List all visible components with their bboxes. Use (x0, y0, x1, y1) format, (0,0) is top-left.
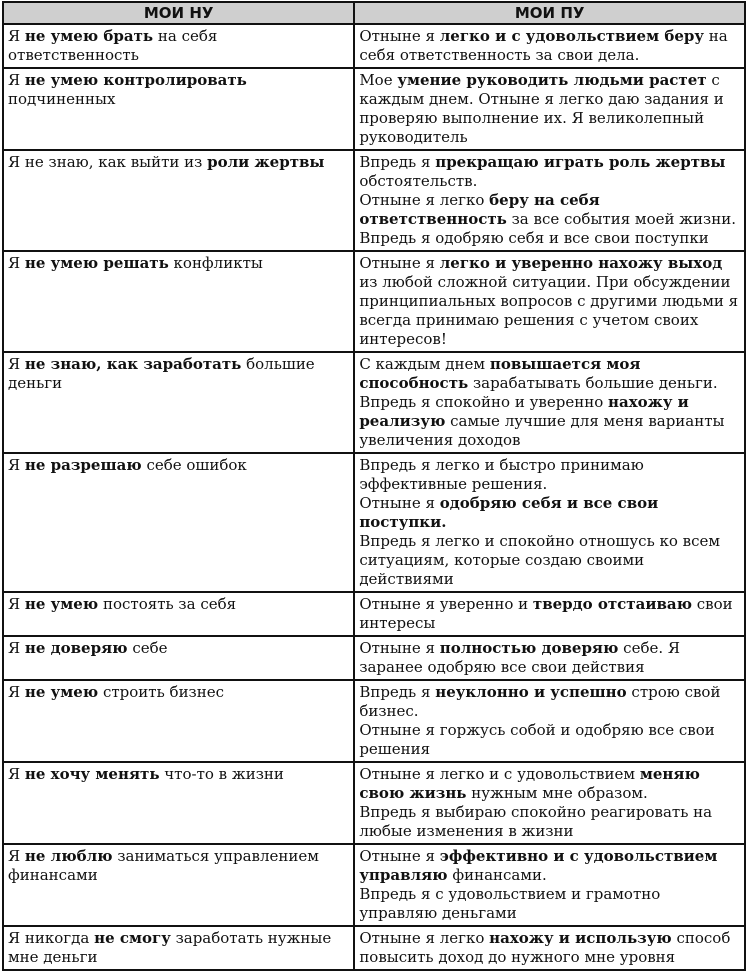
table-row (3, 352, 745, 453)
text-run: обстоятельств. (359, 172, 478, 190)
text-run: Отныне я (359, 254, 440, 272)
table-row (3, 762, 745, 844)
cell-affirmation (354, 592, 745, 636)
table-row (3, 926, 745, 970)
text-run: строю свой бизнес. (359, 683, 721, 720)
text-run: Отныне я легко и с удовольствием (359, 765, 640, 783)
cell-affirmation (354, 680, 745, 762)
text-run: за все события моей жизни. Впредь я одобряю себя и все свои поступки (359, 210, 737, 247)
cell-limiting-belief (3, 150, 354, 251)
affirmation-paragraph (359, 885, 740, 923)
cell-limiting-belief (3, 844, 354, 926)
text-run: финансами. (447, 866, 547, 884)
cell-affirmation (354, 352, 745, 453)
text-run: Отныне я горжусь собой и одобряю все свои решения (359, 721, 715, 758)
affirmation-paragraph (359, 721, 740, 759)
affirmation-paragraph (359, 847, 740, 885)
bold-text: повышается моя способность (359, 355, 641, 392)
bold-text: одобряю себя и все свои поступки. (359, 494, 659, 531)
cell-affirmation (354, 251, 745, 352)
bold-text: нахожу и использую (489, 929, 672, 947)
bold-text: легко и с удовольствием беру (439, 27, 704, 45)
text-run: подчиненных (8, 90, 116, 108)
text-run: Я (8, 456, 25, 474)
cell-affirmation (354, 24, 745, 68)
text-run: Отныне я (359, 27, 440, 45)
header-my-pu: МОИ ПУ (354, 2, 745, 24)
cell-limiting-belief (3, 352, 354, 453)
bold-text: роли жертвы (207, 153, 325, 171)
text-run: заниматься управлением финансами (8, 847, 319, 884)
text-run: Впредь я с удовольствием и грамотно управляю деньгами (359, 885, 661, 922)
bold-text: полностью доверяю (439, 639, 619, 657)
bold-text: нахожу и реализую (359, 393, 689, 430)
bold-text: не разрешаю (24, 456, 142, 474)
text-run: Отныне я (359, 639, 440, 657)
cell-limiting-belief (3, 680, 354, 762)
table-row (3, 592, 745, 636)
affirmation-paragraph (359, 803, 740, 841)
text-run: Я (8, 639, 25, 657)
bold-text: прекращаю играть роль жертвы (435, 153, 726, 171)
text-run: Я (8, 765, 25, 783)
affirmation-paragraph (359, 355, 740, 450)
text-run: Я никогда (8, 929, 95, 947)
cell-affirmation (354, 636, 745, 680)
text-run: Я (8, 847, 25, 865)
header-row (3, 2, 745, 24)
text-run: зарабатывать большие деньги. Впредь я спокойно и уверенно (359, 374, 718, 411)
bold-text: не знаю, как заработать (24, 355, 242, 373)
cell-limiting-belief (3, 926, 354, 970)
cell-affirmation (354, 762, 745, 844)
affirmation-paragraph (359, 765, 740, 803)
bold-text: не хочу менять (24, 765, 160, 783)
text-run: Я не знаю, как выйти из (8, 153, 208, 171)
cell-affirmation (354, 453, 745, 592)
text-run: Я (8, 355, 25, 373)
text-run: большие деньги (8, 355, 315, 392)
bold-text: умение руководить людьми растет (397, 71, 707, 89)
affirmation-paragraph (359, 27, 740, 65)
affirmation-paragraph (359, 683, 740, 721)
cell-affirmation (354, 844, 745, 926)
bold-text: эффективно и с удовольствием управляю (359, 847, 718, 884)
cell-limiting-belief (3, 592, 354, 636)
affirmation-paragraph (359, 639, 740, 677)
bold-text: неуклонно и успешно (435, 683, 627, 701)
text-run: Отныне я уверенно и (359, 595, 533, 613)
bold-text: не умею (24, 595, 99, 613)
text-run: Впредь я легко и спокойно отношусь ко всем ситуациям, которые создаю своими действиями (359, 532, 721, 588)
cell-limiting-belief (3, 636, 354, 680)
cell-affirmation (354, 68, 745, 150)
affirmation-paragraph (359, 254, 740, 349)
text-run: что-то в жизни (159, 765, 284, 783)
text-run: себе (127, 639, 168, 657)
affirmation-paragraph (359, 929, 740, 967)
text-run: Я (8, 683, 25, 701)
text-run: Впредь я (359, 153, 436, 171)
cell-affirmation (354, 150, 745, 251)
text-run: из любой сложной ситуации. При обсуждении принципиальных вопросов с другими людьми я всегда принимаю решения с учетом своих интересов! (359, 273, 739, 348)
text-run: Впредь я (359, 683, 436, 701)
text-run: С каждым днем (359, 355, 490, 373)
affirmations-table (2, 1, 746, 971)
table-row (3, 680, 745, 762)
text-run: с каждым днем. Отныне я легко даю задания и проверяю выполнение их. Я великолепный руководитель (359, 71, 724, 146)
affirmation-paragraph (359, 532, 740, 589)
affirmation-paragraph (359, 153, 740, 191)
text-run: самые лучшие для меня варианты увеличения доходов (359, 412, 725, 449)
text-run: Я (8, 27, 25, 45)
bold-text: не умею (24, 683, 99, 701)
bold-text: меняю свою жизнь (359, 765, 700, 802)
table-row (3, 844, 745, 926)
affirmation-paragraph (359, 191, 740, 248)
text-run: на себя ответственность за свои дела. (359, 27, 728, 64)
table-row (3, 636, 745, 680)
text-run: способ повысить доход до нужного мне уровня (359, 929, 731, 966)
table-row (3, 150, 745, 251)
cell-limiting-belief (3, 762, 354, 844)
header-my-nu: МОИ НУ (3, 2, 354, 24)
affirmation-paragraph (359, 595, 740, 633)
text-run: себе ошибок (141, 456, 247, 474)
text-run: заработать нужные мне деньги (8, 929, 332, 966)
text-run: Впредь я выбираю спокойно реагировать на любые изменения в жизни (359, 803, 713, 840)
text-run: строить бизнес (98, 683, 225, 701)
text-run: Мое (359, 71, 398, 89)
cell-limiting-belief (3, 251, 354, 352)
bold-text: беру на себя ответственность (359, 191, 600, 228)
bold-text: легко и уверенно нахожу выход (439, 254, 723, 272)
text-run: свои интересы (359, 595, 733, 632)
text-run: постоять за себя (98, 595, 237, 613)
cell-limiting-belief (3, 68, 354, 150)
table-body (3, 24, 745, 970)
text-run: Отныне я (359, 847, 440, 865)
table-row (3, 24, 745, 68)
text-run: Отныне я легко (359, 929, 490, 947)
text-run: Отныне я легко (359, 191, 490, 209)
text-run: Я (8, 254, 25, 272)
bold-text: не умею контролировать (24, 71, 247, 89)
text-run: Отныне я (359, 494, 440, 512)
bold-text: твердо отстаиваю (532, 595, 692, 613)
bold-text: не смогу (94, 929, 171, 947)
text-run: нужным мне образом. (466, 784, 648, 802)
cell-limiting-belief (3, 453, 354, 592)
affirmation-paragraph (359, 71, 740, 147)
text-run: Впредь я легко и быстро принимаю эффективные решения. (359, 456, 644, 493)
text-run: себе. Я заранее одобряю все свои действия (359, 639, 681, 676)
table-row (3, 68, 745, 150)
text-run: конфликты (168, 254, 263, 272)
affirmation-paragraph (359, 456, 740, 494)
text-run: Я (8, 71, 25, 89)
table-row (3, 453, 745, 592)
table-row (3, 251, 745, 352)
cell-affirmation (354, 926, 745, 970)
bold-text: не люблю (24, 847, 113, 865)
bold-text: не доверяю (24, 639, 128, 657)
bold-text: не умею решать (24, 254, 169, 272)
text-run: на себя ответственность (8, 27, 218, 64)
bold-text: не умею брать (24, 27, 154, 45)
cell-limiting-belief (3, 24, 354, 68)
text-run: Я (8, 595, 25, 613)
affirmation-paragraph (359, 494, 740, 532)
